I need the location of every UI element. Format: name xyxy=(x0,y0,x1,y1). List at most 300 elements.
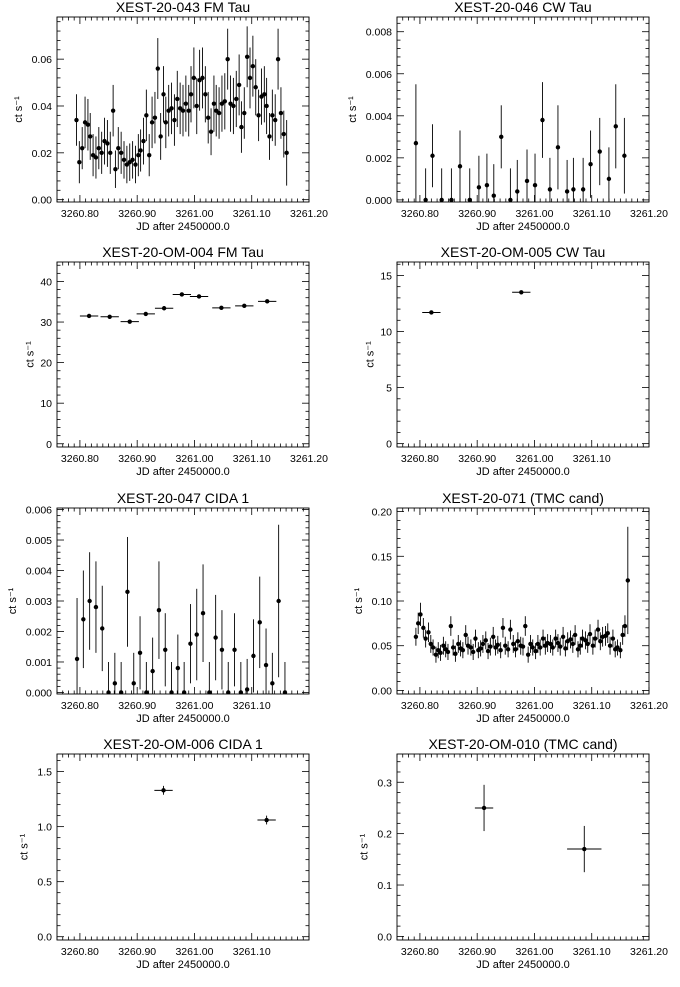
data-series xyxy=(74,26,289,188)
x-tick-label: 3260.90 xyxy=(118,453,157,465)
x-tick-label: 3261.00 xyxy=(515,700,554,712)
data-point xyxy=(591,644,595,648)
data-point xyxy=(237,83,241,87)
data-point xyxy=(212,101,216,105)
y-tick-label: 0.0 xyxy=(377,931,392,944)
data-point xyxy=(130,158,134,162)
data-point xyxy=(276,599,280,603)
x-tick-label: 3260.90 xyxy=(118,946,157,958)
data-point xyxy=(141,139,145,143)
data-point xyxy=(414,635,418,639)
data-point xyxy=(161,92,165,96)
data-point xyxy=(571,187,575,191)
chart-title: XEST-20-OM-005 CW Tau xyxy=(440,244,606,260)
x-tick-label: 3261.00 xyxy=(175,208,214,220)
data-point xyxy=(150,669,154,673)
data-point xyxy=(111,108,115,112)
data-point xyxy=(496,643,500,647)
data-point xyxy=(138,148,142,152)
x-tick-label: 3261.10 xyxy=(572,453,611,465)
data-point xyxy=(113,167,117,171)
data-point xyxy=(458,164,462,168)
data-point xyxy=(533,183,537,187)
data-point xyxy=(469,645,473,649)
x-tick-label: 3261.10 xyxy=(572,208,611,220)
x-tick-label: 3261.00 xyxy=(175,946,214,958)
y-tick-label: 0.005 xyxy=(25,535,52,548)
chart-title: XEST-20-043 FM Tau xyxy=(115,0,251,15)
y-axis-label: ct s⁻¹ xyxy=(7,587,19,615)
data-point xyxy=(523,624,527,628)
data-point xyxy=(195,104,199,108)
data-point xyxy=(276,57,280,61)
x-axis-label: JD after 2450000.0 xyxy=(476,959,570,971)
data-point xyxy=(251,654,255,658)
data-point xyxy=(623,624,627,628)
y-tick-label: 0.00 xyxy=(371,685,392,698)
data-point xyxy=(429,310,433,314)
x-axis-label: JD after 2450000.0 xyxy=(476,466,570,478)
y-tick-label: 20 xyxy=(40,357,52,370)
data-point xyxy=(606,631,610,635)
data-point xyxy=(87,599,91,603)
chart-title: XEST-20-OM-006 CIDA 1 xyxy=(103,736,263,752)
y-axis-label: ct s⁻¹ xyxy=(24,341,37,368)
data-point xyxy=(449,624,453,628)
data-point xyxy=(526,652,530,656)
data-point xyxy=(456,642,460,646)
data-point xyxy=(147,153,151,157)
data-point xyxy=(248,76,252,80)
x-axis-label: JD after 2450000.0 xyxy=(136,713,230,725)
x-tick-label: 3260.80 xyxy=(60,208,99,220)
data-point xyxy=(201,611,205,615)
data-point xyxy=(75,657,79,661)
data-series xyxy=(75,525,287,723)
data-point xyxy=(481,642,485,646)
data-point xyxy=(172,118,176,122)
chart-title: XEST-20-046 CW Tau xyxy=(454,0,592,15)
data-point xyxy=(525,179,529,183)
y-tick-label: 0.002 xyxy=(365,152,392,165)
y-axis-label: ct s⁻¹ xyxy=(352,587,365,615)
y-tick-label: 5 xyxy=(386,382,392,395)
data-point xyxy=(270,113,274,117)
data-point xyxy=(513,647,517,651)
data-point xyxy=(195,632,199,636)
x-tick-label: 3260.90 xyxy=(458,946,497,958)
data-point xyxy=(508,627,512,631)
y-tick-label: 0.05 xyxy=(371,640,392,653)
y-tick-label: 0.006 xyxy=(25,504,52,517)
y-axis-label: ct s⁻¹ xyxy=(347,96,359,123)
data-point xyxy=(588,162,592,166)
data-point xyxy=(618,648,622,652)
data-point xyxy=(582,847,586,851)
y-tick-label: 0 xyxy=(386,438,392,451)
y-tick-label: 10 xyxy=(40,398,52,411)
data-point xyxy=(169,106,173,110)
x-tick-label: 3261.10 xyxy=(232,208,271,220)
x-tick-label: 3261.00 xyxy=(175,700,214,712)
data-point xyxy=(484,638,488,642)
data-point xyxy=(482,806,486,810)
y-tick-label: 0 xyxy=(46,438,52,451)
data-point xyxy=(521,644,525,648)
data-point xyxy=(423,636,427,640)
data-point xyxy=(421,626,425,630)
chart-title: XEST-20-047 CIDA 1 xyxy=(116,490,250,506)
data-point xyxy=(588,632,592,636)
data-point xyxy=(423,198,427,202)
data-point xyxy=(486,649,490,653)
y-tick-label: 0.06 xyxy=(31,54,52,67)
data-point xyxy=(607,177,611,181)
data-point xyxy=(258,620,262,624)
data-point xyxy=(556,145,560,149)
data-series xyxy=(80,292,276,324)
y-tick-label: 0.003 xyxy=(25,596,52,608)
x-tick-label: 3261.10 xyxy=(572,700,611,712)
data-point xyxy=(232,648,236,652)
data-point xyxy=(163,648,167,652)
y-tick-label: 0.5 xyxy=(37,876,52,889)
data-point xyxy=(519,290,523,294)
x-tick-label: 3261.20 xyxy=(630,700,668,712)
data-point xyxy=(242,304,246,308)
y-tick-label: 0.1 xyxy=(377,880,392,893)
data-point xyxy=(626,578,630,582)
data-point xyxy=(593,636,597,640)
data-point xyxy=(133,162,137,166)
data-point xyxy=(157,608,161,612)
data-point xyxy=(446,650,450,654)
plot-frame xyxy=(57,262,309,447)
x-tick-label: 3260.90 xyxy=(458,208,497,220)
data-point xyxy=(608,644,612,648)
data-point xyxy=(144,312,148,316)
data-point xyxy=(108,151,112,155)
data-point xyxy=(223,99,227,103)
data-point xyxy=(418,612,422,616)
x-tick-label: 3260.80 xyxy=(60,946,99,958)
data-point xyxy=(473,636,477,640)
y-tick-label: 0.2 xyxy=(377,828,392,841)
data-series xyxy=(422,290,530,315)
data-point xyxy=(176,666,180,670)
plot-frame xyxy=(397,508,649,694)
data-point xyxy=(116,146,120,150)
plot-frame xyxy=(57,508,309,694)
data-point xyxy=(251,64,255,68)
data-point xyxy=(245,55,249,59)
data-point xyxy=(478,646,482,650)
data-point xyxy=(164,120,168,124)
x-tick-label: 3261.10 xyxy=(572,946,611,958)
light-curve-chart xyxy=(2,737,332,987)
data-point xyxy=(538,645,542,649)
data-point xyxy=(74,118,78,122)
chart-title: XEST-20-071 (TMC cand) xyxy=(442,490,604,506)
data-point xyxy=(431,645,435,649)
data-point xyxy=(265,299,269,303)
y-axis-label: ct s⁻¹ xyxy=(18,833,31,861)
data-point xyxy=(622,154,626,158)
data-point xyxy=(132,681,136,685)
data-point xyxy=(192,76,196,80)
y-tick-label: 0.00 xyxy=(31,194,52,207)
x-tick-label: 3261.00 xyxy=(175,453,214,465)
data-point xyxy=(264,104,268,108)
y-tick-label: 1.0 xyxy=(37,821,52,834)
data-point xyxy=(558,644,562,648)
x-tick-label: 3260.80 xyxy=(400,453,439,465)
data-point xyxy=(279,111,283,115)
data-point xyxy=(256,113,260,117)
data-point xyxy=(270,681,274,685)
data-point xyxy=(231,104,235,108)
y-tick-label: 0.002 xyxy=(25,626,52,639)
x-axis-label: JD after 2450000.0 xyxy=(476,221,570,233)
y-tick-label: 0.10 xyxy=(371,596,392,608)
data-point xyxy=(180,292,184,296)
data-point xyxy=(175,97,179,101)
data-point xyxy=(477,185,481,189)
data-point xyxy=(438,651,442,655)
chart-title: XEST-20-OM-010 (TMC cand) xyxy=(428,736,618,752)
data-point xyxy=(136,153,140,157)
data-point xyxy=(498,648,502,652)
data-point xyxy=(471,650,475,654)
data-point xyxy=(282,132,286,136)
light-curve-chart xyxy=(2,245,332,495)
data-point xyxy=(533,649,537,653)
x-tick-label: 3260.80 xyxy=(400,208,439,220)
y-tick-label: 40 xyxy=(40,276,52,289)
data-point xyxy=(571,642,575,646)
data-point xyxy=(100,626,104,630)
y-tick-label: 0.006 xyxy=(365,68,392,81)
data-point xyxy=(581,187,585,191)
data-point xyxy=(200,76,204,80)
x-tick-label: 3261.00 xyxy=(515,208,554,220)
data-point xyxy=(254,85,258,89)
x-tick-label: 3261.10 xyxy=(232,453,271,465)
light-curve-chart xyxy=(342,245,672,495)
data-point xyxy=(81,617,85,621)
light-curve-chart xyxy=(342,737,672,987)
data-point xyxy=(239,125,243,129)
x-tick-label: 3261.00 xyxy=(515,946,554,958)
x-tick-label: 3261.10 xyxy=(232,700,271,712)
y-tick-label: 30 xyxy=(40,317,52,330)
data-point xyxy=(586,642,590,646)
x-axis-label: JD after 2450000.0 xyxy=(136,466,230,478)
data-point xyxy=(611,636,615,640)
light-curve-chart xyxy=(2,491,332,741)
data-point xyxy=(563,646,567,650)
data-point xyxy=(209,130,213,134)
data-point xyxy=(508,198,512,202)
data-point xyxy=(184,101,188,105)
data-series xyxy=(414,527,630,663)
data-point xyxy=(284,151,288,155)
data-point xyxy=(225,57,229,61)
data-point xyxy=(99,151,103,155)
data-point xyxy=(94,605,98,609)
plot-frame xyxy=(397,754,649,940)
data-point xyxy=(516,639,520,643)
y-tick-label: 0.004 xyxy=(25,565,52,578)
x-axis-label: JD after 2450000.0 xyxy=(136,959,230,971)
data-point xyxy=(578,644,582,648)
data-point xyxy=(264,818,268,822)
data-point xyxy=(242,111,246,115)
x-tick-label: 3261.20 xyxy=(290,453,328,465)
y-tick-label: 0.20 xyxy=(371,506,392,519)
x-tick-label: 3261.00 xyxy=(515,453,554,465)
y-tick-label: 0.000 xyxy=(25,687,52,700)
data-point xyxy=(430,154,434,158)
data-point xyxy=(620,633,624,637)
x-tick-label: 3260.80 xyxy=(60,700,99,712)
data-point xyxy=(561,635,565,639)
data-point xyxy=(453,652,457,656)
data-point xyxy=(511,642,515,646)
x-tick-label: 3260.80 xyxy=(400,700,439,712)
data-point xyxy=(267,134,271,138)
x-tick-label: 3260.90 xyxy=(118,208,157,220)
y-tick-label: 0.3 xyxy=(377,777,392,790)
y-tick-label: 0.0 xyxy=(37,931,52,944)
data-point xyxy=(506,647,510,651)
light-curve-chart xyxy=(342,0,672,250)
data-point xyxy=(598,149,602,153)
data-point xyxy=(273,118,277,122)
data-point xyxy=(189,92,193,96)
data-point xyxy=(485,183,489,187)
data-point xyxy=(128,319,132,323)
x-tick-label: 3260.90 xyxy=(118,700,157,712)
data-point xyxy=(573,633,577,637)
data-point xyxy=(488,644,492,648)
data-point xyxy=(614,124,618,128)
data-point xyxy=(150,120,154,124)
data-point xyxy=(188,641,192,645)
data-point xyxy=(264,663,268,667)
x-tick-label: 3261.10 xyxy=(232,946,271,958)
y-tick-label: 0.15 xyxy=(371,551,392,564)
data-point xyxy=(181,108,185,112)
data-point xyxy=(105,141,109,145)
data-point xyxy=(94,155,98,159)
data-point xyxy=(197,294,201,298)
y-tick-label: 0.001 xyxy=(25,656,52,669)
data-point xyxy=(87,314,91,318)
data-point xyxy=(206,115,210,119)
data-point xyxy=(144,113,148,117)
data-point xyxy=(107,315,111,319)
x-tick-label: 3261.20 xyxy=(630,946,668,958)
data-point xyxy=(548,187,552,191)
data-point xyxy=(245,687,249,691)
plot-frame xyxy=(397,262,649,447)
x-axis-label: JD after 2450000.0 xyxy=(476,713,570,725)
data-point xyxy=(598,639,602,643)
data-point xyxy=(119,151,123,155)
data-point xyxy=(77,160,81,164)
data-point xyxy=(503,644,507,648)
data-point xyxy=(464,633,468,637)
data-point xyxy=(416,621,420,625)
data-point xyxy=(153,115,157,119)
x-tick-label: 3261.20 xyxy=(630,208,668,220)
data-point xyxy=(426,630,430,634)
data-point xyxy=(122,158,126,162)
data-point xyxy=(461,648,465,652)
y-tick-label: 15 xyxy=(380,270,392,283)
data-point xyxy=(499,135,503,139)
data-point xyxy=(515,189,519,193)
y-axis-label: ct s⁻¹ xyxy=(364,341,377,368)
data-point xyxy=(86,123,90,127)
y-axis-label: ct s⁻¹ xyxy=(358,833,371,861)
data-point xyxy=(414,141,418,145)
data-point xyxy=(138,651,142,655)
x-tick-label: 3260.90 xyxy=(458,453,497,465)
data-point xyxy=(262,92,266,96)
plot-frame xyxy=(397,17,649,202)
x-axis-label: JD after 2450000.0 xyxy=(136,221,230,233)
x-tick-label: 3260.80 xyxy=(60,453,99,465)
data-point xyxy=(213,635,217,639)
data-point xyxy=(217,111,221,115)
y-tick-label: 0.008 xyxy=(365,26,392,39)
data-point xyxy=(434,652,438,656)
data-point xyxy=(187,108,191,112)
data-point xyxy=(161,788,165,792)
chart-title: XEST-20-OM-004 FM Tau xyxy=(102,244,264,260)
data-point xyxy=(541,636,545,640)
x-tick-label: 3260.90 xyxy=(458,700,497,712)
y-tick-label: 0.004 xyxy=(365,110,392,123)
light-curve-chart xyxy=(2,0,332,250)
data-point xyxy=(439,198,443,202)
data-point xyxy=(97,146,101,150)
data-point xyxy=(492,193,496,197)
data-point xyxy=(203,92,207,96)
y-tick-label: 0.000 xyxy=(365,194,392,207)
data-point xyxy=(219,306,223,310)
data-point xyxy=(80,146,84,150)
data-point xyxy=(565,189,569,193)
data-point xyxy=(88,134,92,138)
x-tick-label: 3261.20 xyxy=(290,208,328,220)
data-point xyxy=(540,118,544,122)
x-tick-label: 3260.80 xyxy=(400,946,439,958)
data-point xyxy=(551,645,555,649)
data-point xyxy=(531,645,535,649)
data-point xyxy=(468,198,472,202)
data-point xyxy=(596,627,600,631)
data-series xyxy=(475,785,602,872)
data-series xyxy=(154,786,275,825)
data-point xyxy=(125,590,129,594)
data-point xyxy=(158,134,162,138)
light-curve-chart xyxy=(342,491,672,741)
data-point xyxy=(162,306,166,310)
data-point xyxy=(491,635,495,639)
